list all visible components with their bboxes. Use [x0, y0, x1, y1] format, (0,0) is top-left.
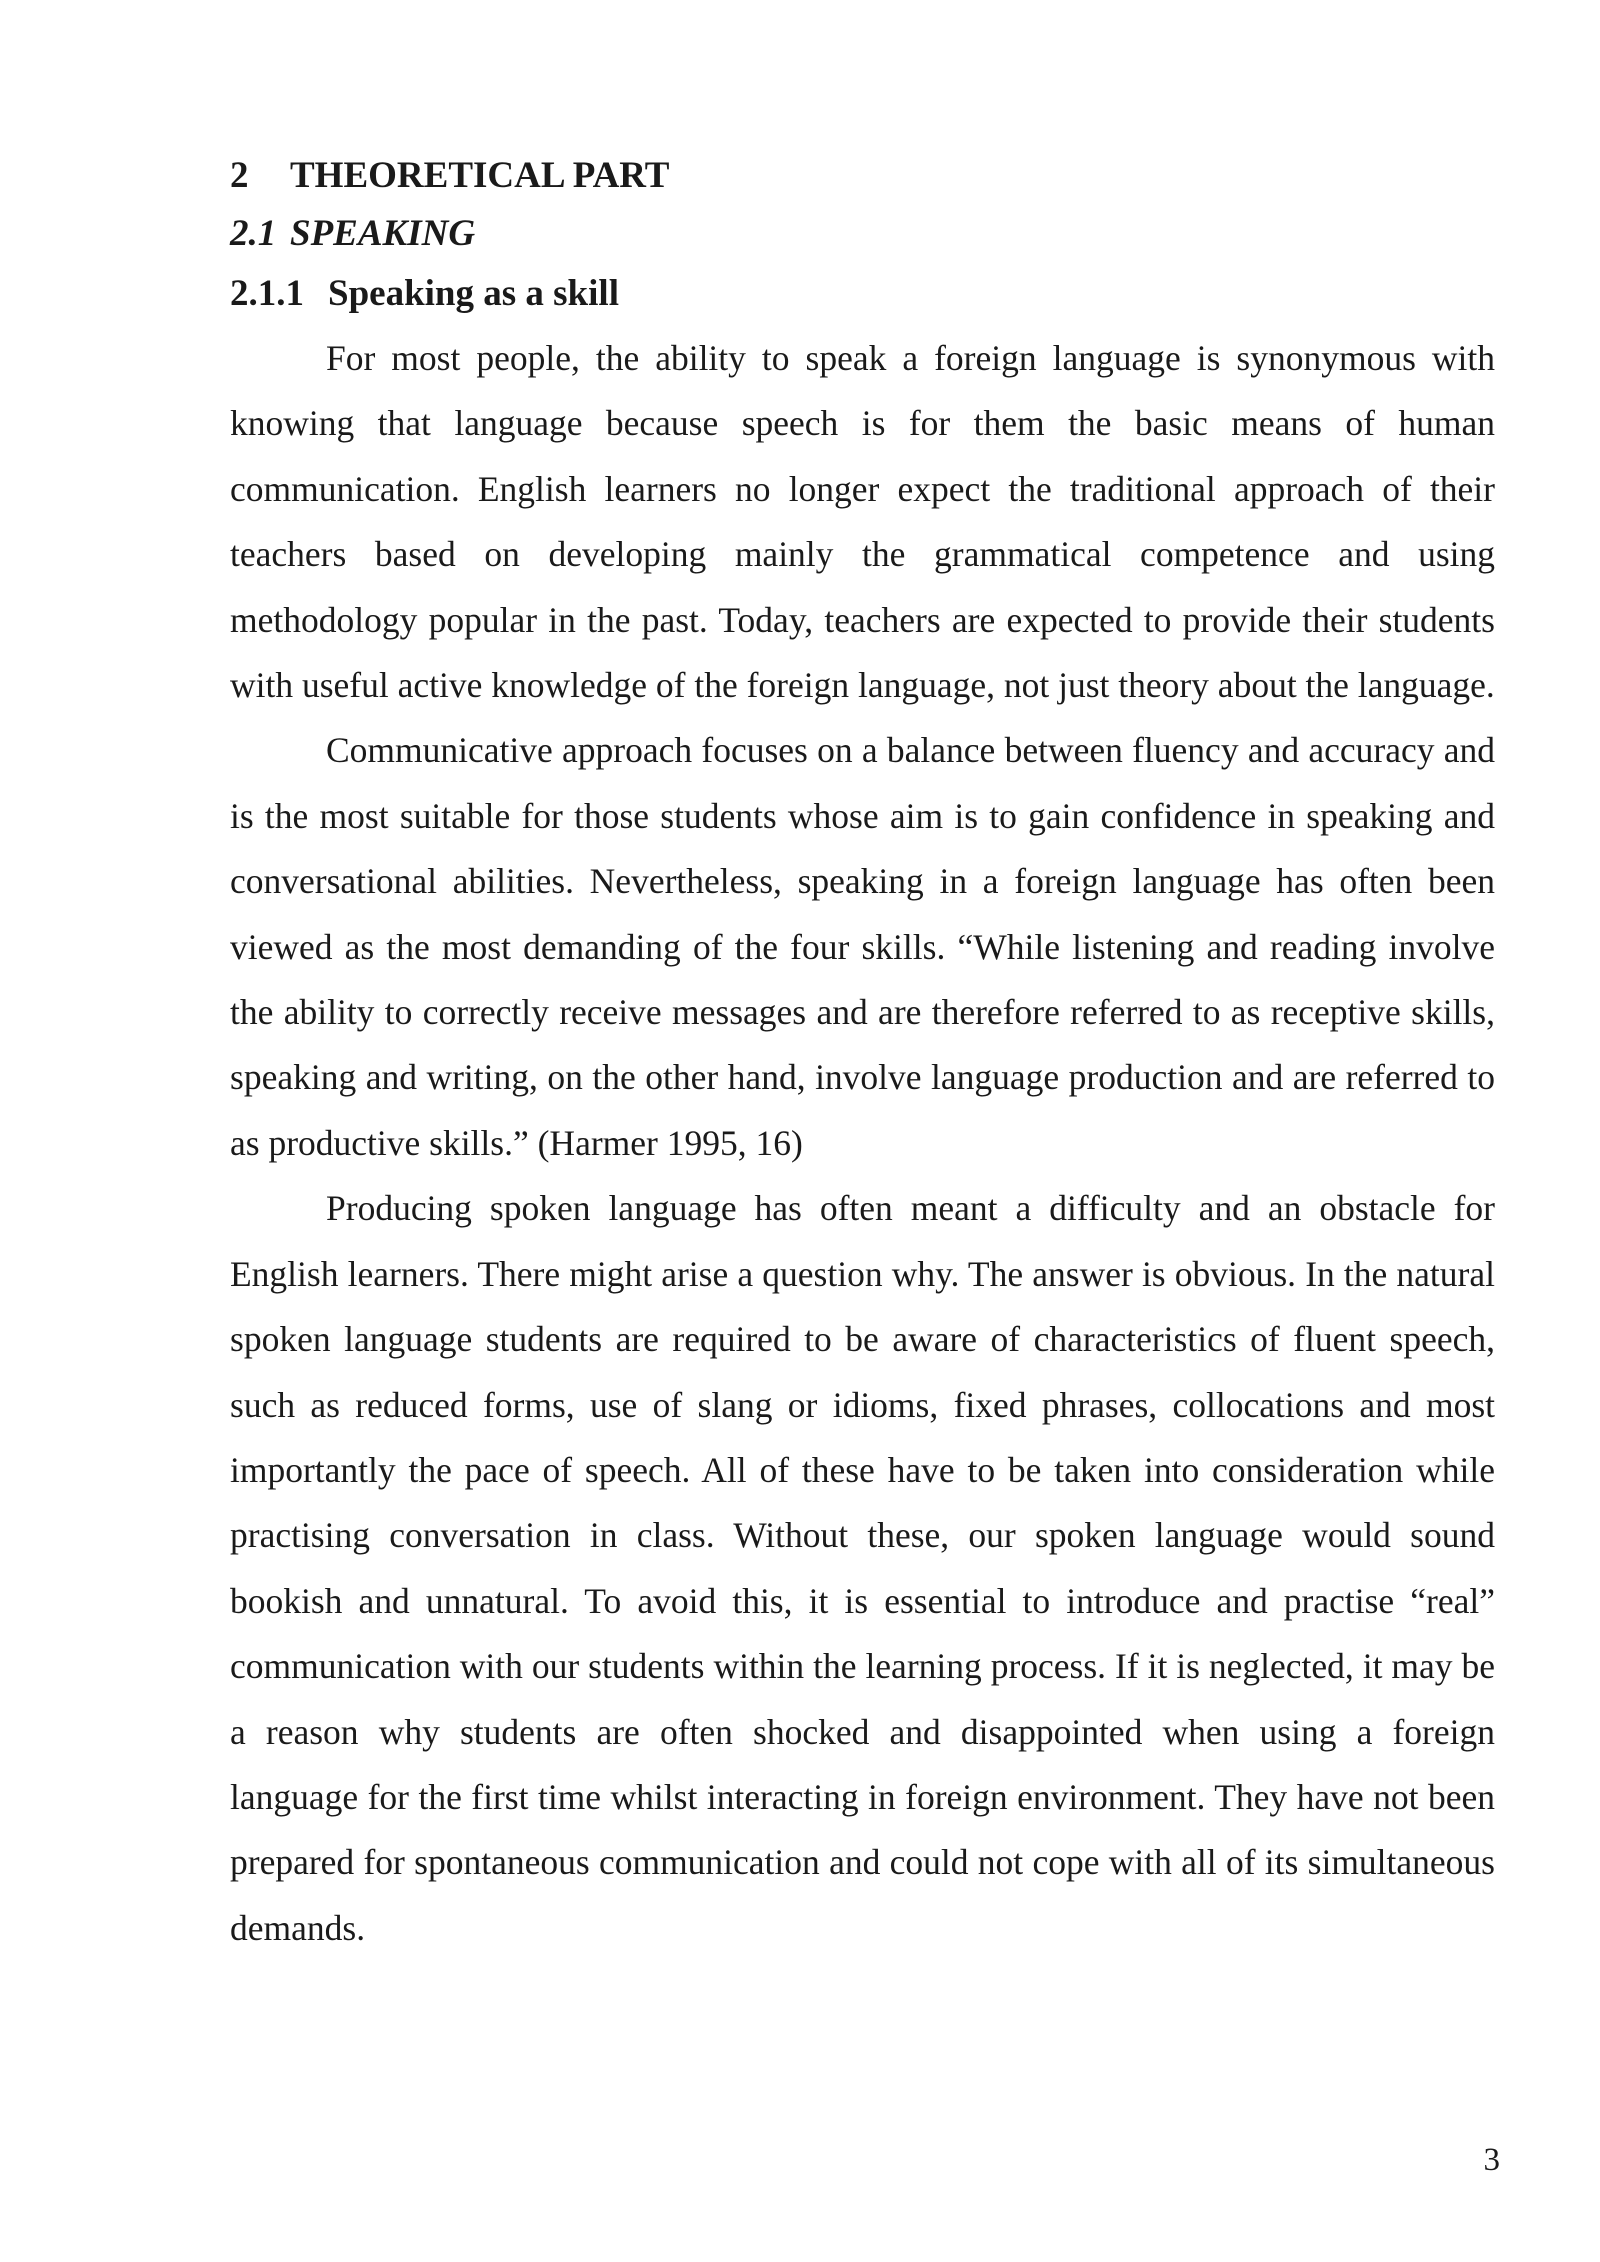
- body-paragraph: For most people, the ability to speak a foreign language is synonymous with knowing that language because speech is for them the basic means of human communication. English learners no longer expect the traditional approach of their teachers based on developing mainly the grammatical competence and using methodology popular in the past. Today, teachers are expected to provide their students with useful active knowledge of the foreign language, not just theory about the language.: [230, 338, 1495, 706]
- heading-subsection-title: Speaking as a skill: [328, 273, 619, 314]
- page-content: [230, 150, 1495, 1961]
- heading-chapter-number: 2: [230, 155, 249, 196]
- heading-chapter-title: THEORETICAL PART: [290, 155, 670, 196]
- heading-section-number: 2.1: [230, 213, 277, 254]
- heading-section: [230, 202, 1495, 266]
- heading-subsection: [230, 266, 1495, 326]
- page-number: 3: [1483, 2142, 1500, 2178]
- heading-chapter: [230, 150, 1495, 202]
- body-paragraph: Communicative approach focuses on a balance between fluency and accuracy and is the most suitable for those students whose aim is to gain confidence in speaking and conversational abilities. Nevertheless, speaking in a foreign language has often been viewed as the most demanding of the four skills. “While listening and reading involve the ability to correctly receive messages and are therefore referred to as receptive skills, speaking and writing, on the other hand, involve language production and are referred to as productive skills.” (Harmer 1995, 16): [230, 730, 1495, 1163]
- heading-section-title: SPEAKING: [290, 213, 476, 254]
- heading-subsection-number: 2.1.1: [230, 273, 304, 314]
- body-paragraph: Producing spoken language has often meant a difficulty and an obstacle for English learners. There might arise a question why. The answer is obvious. In the natural spoken language students are required to be aware of characteristics of fluent speech, such as reduced forms, use of slang or idioms, fixed phrases, collocations and most importantly the pace of speech. All of these have to be taken into consideration while practising conversation in class. Without these, our spoken language would sound bookish and unnatural. To avoid this, it is essential to introduce and practise “real” communication with our students within the learning process. If it is neglected, it may be a reason why students are often shocked and disappointed when using a foreign language for the first time whilst interacting in foreign environment. They have not been prepared for spontaneous communication and could not cope with all of its simultaneous demands.: [230, 1188, 1495, 1948]
